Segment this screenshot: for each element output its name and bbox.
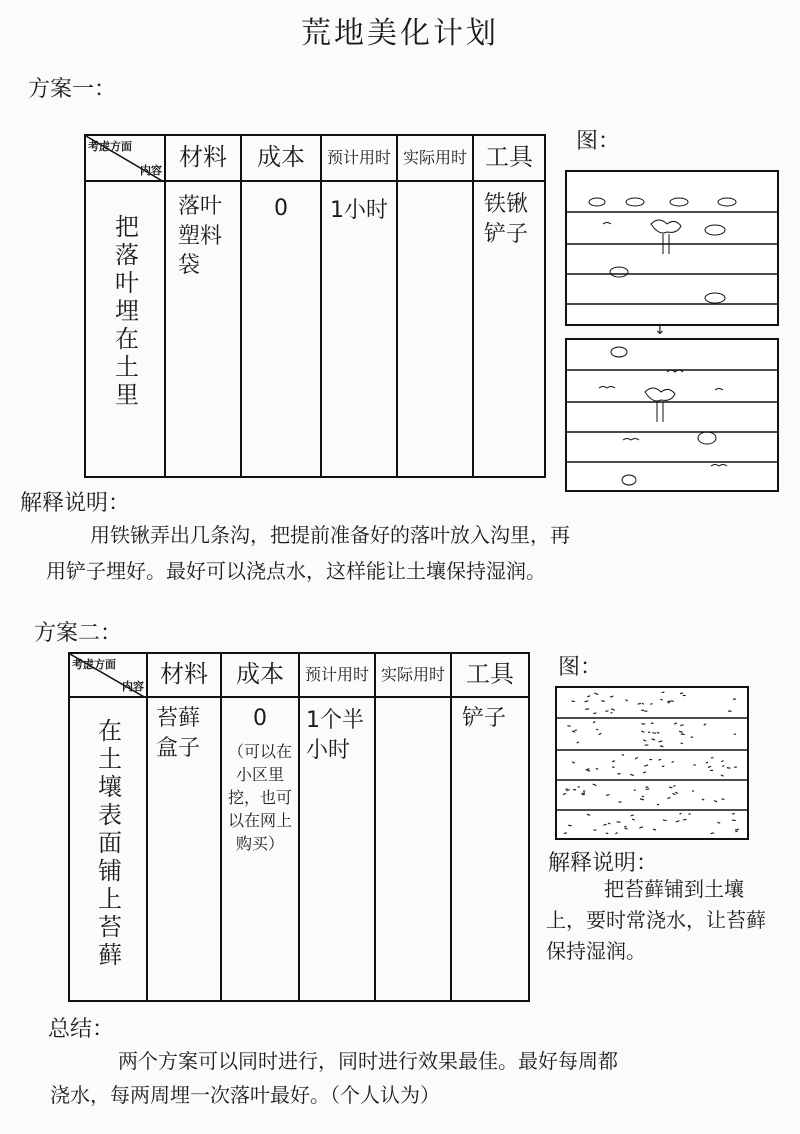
moss-speck — [639, 827, 643, 828]
plan2-diagonal-header — [69, 653, 147, 697]
moss-speck — [721, 775, 724, 776]
plan1-header-material: 材料 — [165, 135, 241, 181]
plan1-cost: 0 — [241, 181, 321, 477]
plan2-header-est-time: 预计用时 — [299, 653, 375, 697]
plan1-explain-line1: 用铁锹弄出几条沟，把提前准备好的落叶放入沟里，再 — [90, 523, 570, 547]
moss-speck — [610, 696, 613, 697]
moss-speck — [659, 759, 662, 760]
moss-speck — [669, 787, 672, 788]
moss-speck — [659, 741, 663, 742]
diag-bottom-label: 内容 — [140, 164, 162, 177]
plan1-material: 落叶塑料袋 — [165, 181, 241, 477]
moss-speck — [565, 789, 567, 790]
plan2-cost-cell — [221, 697, 299, 1001]
moss-speck — [563, 793, 566, 794]
moss-speck — [605, 711, 608, 712]
moss-speck — [735, 829, 739, 830]
moss-speck — [673, 793, 676, 794]
moss-speck — [679, 813, 681, 814]
moss-speck — [702, 799, 704, 800]
diag-bottom-label: 内容 — [122, 680, 144, 693]
moss-speck — [577, 742, 579, 743]
moss-speck — [578, 787, 580, 788]
plan1-content-cell — [85, 181, 165, 477]
moss-speck — [567, 726, 570, 727]
plan2-actual-time — [375, 697, 451, 1001]
moss-speck — [572, 762, 575, 763]
moss-speck — [676, 821, 680, 822]
moss-speck — [717, 822, 720, 823]
moss-speck — [680, 725, 683, 726]
moss-speck — [643, 772, 646, 773]
diag-top-label: 考虑方面 — [72, 658, 116, 671]
moss-speck — [611, 709, 615, 710]
moss-speck — [568, 825, 571, 826]
arrow-down-icon: ↓ — [654, 322, 666, 338]
moss-speck — [587, 770, 590, 771]
moss-speck — [587, 696, 590, 697]
moss-speck — [660, 699, 662, 700]
summary-line2: 浇水，每两周埋一次落叶最好。（个人认为） — [50, 1083, 440, 1107]
moss-speck — [657, 732, 659, 733]
plan1-explain-label: 解释说明： — [20, 491, 131, 516]
moss-speck — [648, 732, 650, 733]
plan2-content: 在土壤表面铺上苔藓 — [93, 718, 122, 970]
moss-speck — [667, 797, 670, 798]
moss-speck — [615, 833, 617, 834]
moss-speck — [673, 786, 675, 787]
plan1-header-actual-time: 实际用时 — [397, 135, 473, 181]
moss-speck — [640, 799, 644, 800]
moss-speck — [612, 767, 614, 768]
moss-speck — [652, 739, 656, 740]
moss-speck — [564, 833, 567, 834]
moss-speck — [566, 790, 569, 791]
plan1-table — [84, 134, 546, 478]
moss-speck — [599, 733, 602, 734]
moss-speck — [721, 761, 723, 762]
plan1-tools: 铁锹铲子 — [473, 181, 545, 477]
moss-speck — [593, 721, 595, 722]
moss-speck — [714, 801, 717, 802]
moss-speck — [674, 723, 677, 724]
moss-speck — [606, 833, 608, 834]
plan2-figure-label: 图： — [558, 655, 603, 680]
plan2-drawing — [555, 686, 749, 840]
moss-speck — [642, 796, 644, 797]
plan2-explain-label: 解释说明： — [548, 851, 659, 876]
plan1-figure-label: 图： — [576, 129, 621, 154]
moss-speck — [624, 828, 627, 829]
plan2-material: 苔藓盒子 — [147, 697, 221, 1001]
moss-speck — [660, 746, 663, 747]
moss-speck — [601, 701, 604, 702]
moss-speck — [711, 833, 715, 834]
plan2-est-time: 1个半小时 — [299, 697, 375, 1001]
moss-speck — [675, 792, 678, 793]
plan1-header-tools: 工具 — [473, 135, 545, 181]
plan2-cost: 0 — [253, 706, 267, 731]
diag-top-label: 考虑方面 — [88, 140, 132, 153]
moss-speck — [622, 755, 624, 756]
moss-speck — [631, 815, 634, 816]
plan2-table — [68, 652, 530, 1002]
moss-speck — [582, 794, 585, 795]
moss-speck — [653, 829, 656, 830]
moss-speck — [643, 740, 646, 741]
plan2-heading: 方案二： — [34, 621, 123, 646]
moss-speck — [706, 762, 708, 763]
moss-speck — [722, 765, 724, 766]
summary-label: 总结： — [48, 1017, 115, 1042]
moss-speck — [617, 822, 621, 823]
moss-speck — [603, 824, 606, 825]
plan2-header-actual-time: 实际用时 — [375, 653, 451, 697]
plan1-header-est-time: 预计用时 — [321, 135, 397, 181]
moss-speck — [632, 819, 635, 820]
moss-speck — [644, 765, 648, 766]
moss-speck — [585, 709, 589, 710]
moss-speck — [732, 813, 735, 814]
moss-speck — [635, 758, 638, 759]
plan1-drawing-before — [565, 170, 779, 326]
plan1-drawing-after — [565, 338, 779, 492]
plan2-cost-note: （可以在小区里挖，也可以在网上购买） — [227, 741, 292, 854]
moss-speck — [727, 768, 731, 769]
moss-speck — [681, 743, 683, 744]
moss-speck — [584, 701, 588, 702]
moss-speck — [688, 814, 690, 815]
moss-speck — [645, 787, 648, 788]
plan1-heading: 方案一： — [28, 77, 117, 102]
plan1-explain-line2: 用铲子埋好。最好可以浇点水，这样能让土壤保持湿润。 — [46, 559, 546, 583]
moss-speck — [680, 693, 683, 694]
plan1-est-time: 1小时 — [321, 181, 397, 477]
moss-speck — [679, 731, 683, 732]
moss-speck — [672, 761, 674, 762]
plan1-actual-time — [397, 181, 473, 477]
plan2-tools: 铲子 — [451, 697, 529, 1001]
moss-speck — [606, 795, 609, 796]
moss-speck — [642, 703, 644, 704]
plan1-diagonal-header — [85, 135, 165, 181]
moss-speck — [593, 784, 597, 785]
moss-speck — [708, 766, 711, 767]
moss-speck — [735, 831, 737, 832]
plan2-header-tools: 工具 — [451, 653, 529, 697]
moss-speck — [630, 774, 634, 775]
plan2-explain-text: 把苔藓铺到土壤上，要时常浇水，让苔藓保持湿润。 — [546, 877, 766, 963]
page-title: 荒地美化计划 — [301, 16, 499, 51]
moss-speck — [650, 704, 652, 705]
plan2-header-material: 材料 — [147, 653, 221, 697]
moss-speck — [704, 724, 706, 725]
moss-speck — [594, 693, 598, 694]
plan2-header-cost: 成本 — [221, 653, 299, 697]
moss-speck — [574, 730, 576, 731]
moss-speck — [663, 820, 667, 821]
moss-speck — [722, 799, 725, 800]
moss-speck — [646, 789, 650, 790]
summary-line1: 两个方案可以同时进行，同时进行效果最佳。最好每周都 — [118, 1049, 618, 1073]
moss-speck — [626, 700, 628, 701]
moss-speck — [638, 703, 641, 704]
moss-speck — [652, 733, 656, 734]
moss-speck — [612, 761, 615, 762]
moss-speck — [593, 713, 596, 714]
moss-speck — [641, 731, 644, 732]
moss-speck — [681, 734, 685, 735]
moss-speck — [596, 768, 598, 769]
plan2-content-cell — [69, 697, 147, 1001]
moss-speck — [587, 814, 590, 815]
plan1-content: 把落叶埋在土里 — [110, 214, 139, 410]
plan1-header-cost: 成本 — [241, 135, 321, 181]
